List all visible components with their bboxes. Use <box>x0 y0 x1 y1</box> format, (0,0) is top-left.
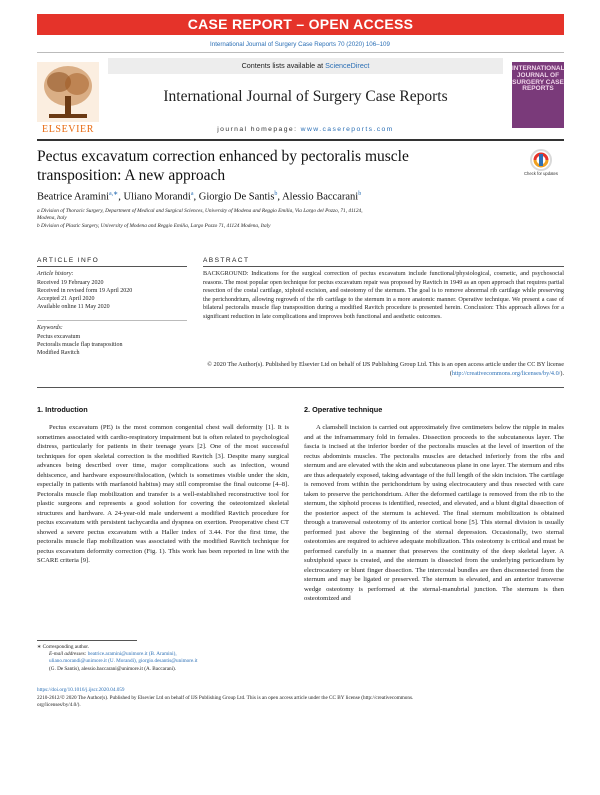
journal-citation[interactable]: International Journal of Surgery Case Reports 70 (2020) 106–109 <box>210 41 390 48</box>
email-link[interactable]: (G. De Santis), alessio.baccarani@unimore.it (A. Baccarani). <box>49 665 177 672</box>
history-item: Accepted 21 April 2020 <box>37 296 95 302</box>
article-info-rule <box>37 266 187 267</box>
keywords-list <box>37 333 197 357</box>
author-name[interactable]: Beatrice Aramini <box>37 191 110 203</box>
article-info-heading: ARTICLE INFO <box>37 257 100 264</box>
contents-available-band <box>108 58 503 74</box>
article-history-label: Article history: <box>37 271 74 277</box>
footnote <box>37 644 289 673</box>
introduction-heading: 1. Introduction <box>37 405 88 414</box>
copyright-suffix: ). <box>560 369 564 377</box>
affiliation-a-line2: Modena, Italy <box>37 215 67 221</box>
history-item: Available online 11 May 2020 <box>37 304 110 310</box>
license-line1: 2210-2612/© 2020 The Author(s). Published by Elsevier Ltd on behalf of IJS Publishing Group Ltd. This is an open access article under the CC BY license (http://creativecommons. <box>37 695 414 701</box>
keyword-item: Modified Ravitch <box>37 350 80 356</box>
article-history-list <box>37 279 197 311</box>
journal-title: International Journal of Surgery Case Reports <box>163 88 448 105</box>
keywords-label: Keywords: <box>37 325 63 331</box>
journal-cover-text: INTERNATIONAL JOURNAL OF SURGERY CASE REPORTS <box>512 65 565 93</box>
history-item: Received 19 February 2020 <box>37 280 104 286</box>
history-item: Received in revised form 19 April 2020 <box>37 288 133 294</box>
introduction-text: Pectus excavatum (PE) is the most common congenital chest wall deformity [1]. It is sometimes associated with cardio-respiratory impairment but is often related to psychological distress, particularly for patients in their teenage years [2]. One of the most successful techniques for open skeletal correction is the modified Ravitch [3]. Despite many surgical advances being described over time, major complications such as infection, wound dehiscence, and hardware exposure/dislocation, (which is sometimes visible under the skin, especially in patients with marfanoid habitus) may still compromise the final outcome [4–8]. Pectoralis muscle flap mobilization and transfer is a well-established reconstructive tool for plastic surgeons and represents a good solution for covering the osteotomized skeletal structures and hardware. A 24-year-old male underwent a modified Ravitch procedure for pectus excavatum with persistent tachycardia and dyspnea on exertion. Preoperative chest CT showed a severe pectus excavatum with a Haller index of 3.44. For the first time, the pectoralis muscle flap mobilization was associated with the modified Ravitch technique for pectus excavatum deformity correction (Fig. 1). This work has been reported in line with the SCARE criteria [9]. <box>37 424 289 564</box>
author-list: Beatrice Aramini$^{a,∗}$, Uliano Morandi$^a$, Giorgio De Santis$^b$, Alessio Baccarani$^b$ <box>37 191 362 203</box>
keyword-item: Pectoralis muscle flap transposition <box>37 342 123 348</box>
keywords-rule <box>37 320 187 321</box>
homepage-label: journal homepage: <box>217 126 298 133</box>
author-name[interactable]: Alessio Baccarani <box>282 191 359 203</box>
elsevier-tree-logo[interactable] <box>37 62 99 128</box>
email-link[interactable]: uliano.morandi@unimore.it (U. Morandi), giorgio.desantis@unimore.it <box>49 658 198 665</box>
sciencedirect-link[interactable]: ScienceDirect <box>325 61 370 70</box>
copyright-prefix: © 2020 The Author(s). Published by Elsevier Ltd on behalf of IJS Publishing Group Ltd. This is an open access article under the CC BY license ( <box>207 361 564 377</box>
author-name[interactable]: Giorgio De Santis <box>198 191 275 203</box>
check-for-updates-label: Check for updates <box>524 171 558 176</box>
license-line2: org/licenses/by/4.0/). <box>37 702 81 708</box>
abstract-rule <box>203 266 564 267</box>
author-affiliation-marker[interactable]: b <box>358 191 362 197</box>
operative-technique-text: A clamshell incision is carried out approximately five centimeters below the nipple in males and at the inframammary fold in females. Dissection proceeds to the subcutaneous layer. The fascia is incised at the inferior border of the pectoralis muscles at the level of insertion of the rectus abdominis muscles. The pectoralis muscles are detached inferiorly from the ribs and sternum and are elevated with the skin and subcutaneous plane in one layer. The sternum and ribs are thus adequately exposed, taking advantage of the full length of the skin incision. The cartilage is removed from within the perichondrium by using electrocautery and thus resected with care taken to preserve the perichondrium. After the deformed cartilage is removed from the rib to the sternum, the xiphoid process is identified, resected, and elevated, and a blunt digital dissection of the posterior aspect of the sternum is achieved. The final sternum mobilization is obtained through a transversal osteotomy of its anterior cortical bone [5]. This sternal division is usually performed just above the beginning of the sternal depression. Occasionally, two sternal osteotomies are required to achieve adequate mobilization. This osteotomy is critical and must be performed carefully in a manner that preserves the continuity of the deep skeletal layer. A subxiphoid space is created, and the sternum is dissected from the underlying pericardium by electrocautery or blunt finger dissection. The intercostal bundles are then disconnected from the sternum and may be ligated or preserved. The sternum is elevated, and an anterior transverse wedge osteotomy is performed at the sternal-manubrial junction. The sternum is then osteotomized and <box>304 424 564 602</box>
abstract-bottom-rule <box>37 387 564 388</box>
author-affiliation-marker[interactable]: a <box>190 191 194 197</box>
author-affiliation-marker[interactable]: a,∗ <box>109 191 119 197</box>
author-name[interactable]: Uliano Morandi <box>123 191 191 203</box>
affiliation-a-line1: a Division of Thoracic Surgery, Department of Medical and Surgical Sciences, University of Modena and Reggio Emilia, Via Largo del Pozzo, 71, 41124, <box>37 208 363 214</box>
article-title-line2: transposition: A new approach <box>37 167 226 184</box>
elsevier-wordmark: ELSEVIER <box>41 124 95 135</box>
doi-link[interactable] <box>37 687 564 694</box>
abstract-copyright <box>203 361 564 378</box>
header-bottom-rule <box>37 139 564 141</box>
open-access-banner: CASE REPORT – OPEN ACCESS <box>37 14 564 35</box>
footnote-rule <box>37 640 137 641</box>
cc-license-link[interactable]: http://creativecommons.org/licenses/by/4.0/ <box>451 369 561 377</box>
affiliation-b: b Division of Plastic Surgery, University of Modena and Reggio Emilia, Largo Pozzo 71, 41124 Modena, Italy <box>37 223 271 229</box>
check-for-updates-badge[interactable] <box>522 148 560 188</box>
homepage-url-link[interactable]: www.casereports.com <box>300 126 394 133</box>
keyword-item: Pectus excavatum <box>37 334 81 340</box>
abstract-heading: ABSTRACT <box>203 257 250 264</box>
corresponding-author-note: ∗ Corresponding author. <box>37 644 90 650</box>
contents-prefix: Contents lists available at <box>241 61 324 70</box>
email-label: E-mail addresses: <box>49 651 87 658</box>
journal-homepage <box>108 126 503 133</box>
article-title <box>37 147 507 185</box>
email-link[interactable]: beatrice.aramini@unimore.it (B. Aramini), <box>87 651 177 658</box>
author-affiliation-marker[interactable]: b <box>274 191 278 197</box>
abstract-text: BACKGROUND: Indications for the surgical correction of pectus excavatum include functional/physiological, cosmetic, and psychosocial reasons. The most popular open technique for pectus excavatum repair was proposed by Ravitch in 1949 as an open approach that requires partial resection of the costal cartilage, xiphoid excision, and osteotomy of the sternum. The goal is to remove abnormal rib cartilage while preserving the perichondrium, allowing regrowth of the rib cartilage to the sternum in a more anatomic manner. Operative technique. We present a case of bilateral pectoralis muscle flap transposition during a modified Ravitch procedure is presented herein. Conclusion: This approach allows for a significant reduction in late complications and improves both functional and aesthetic outcomes. <box>203 270 564 320</box>
operative-technique-heading: 2. Operative technique <box>304 405 383 414</box>
doi-url[interactable]: https://doi.org/10.1016/j.ijscr.2020.04.059 <box>37 687 125 693</box>
article-title-line1: Pectus excavatum correction enhanced by pectoralis muscle <box>37 148 409 165</box>
header-top-rule <box>37 52 564 53</box>
